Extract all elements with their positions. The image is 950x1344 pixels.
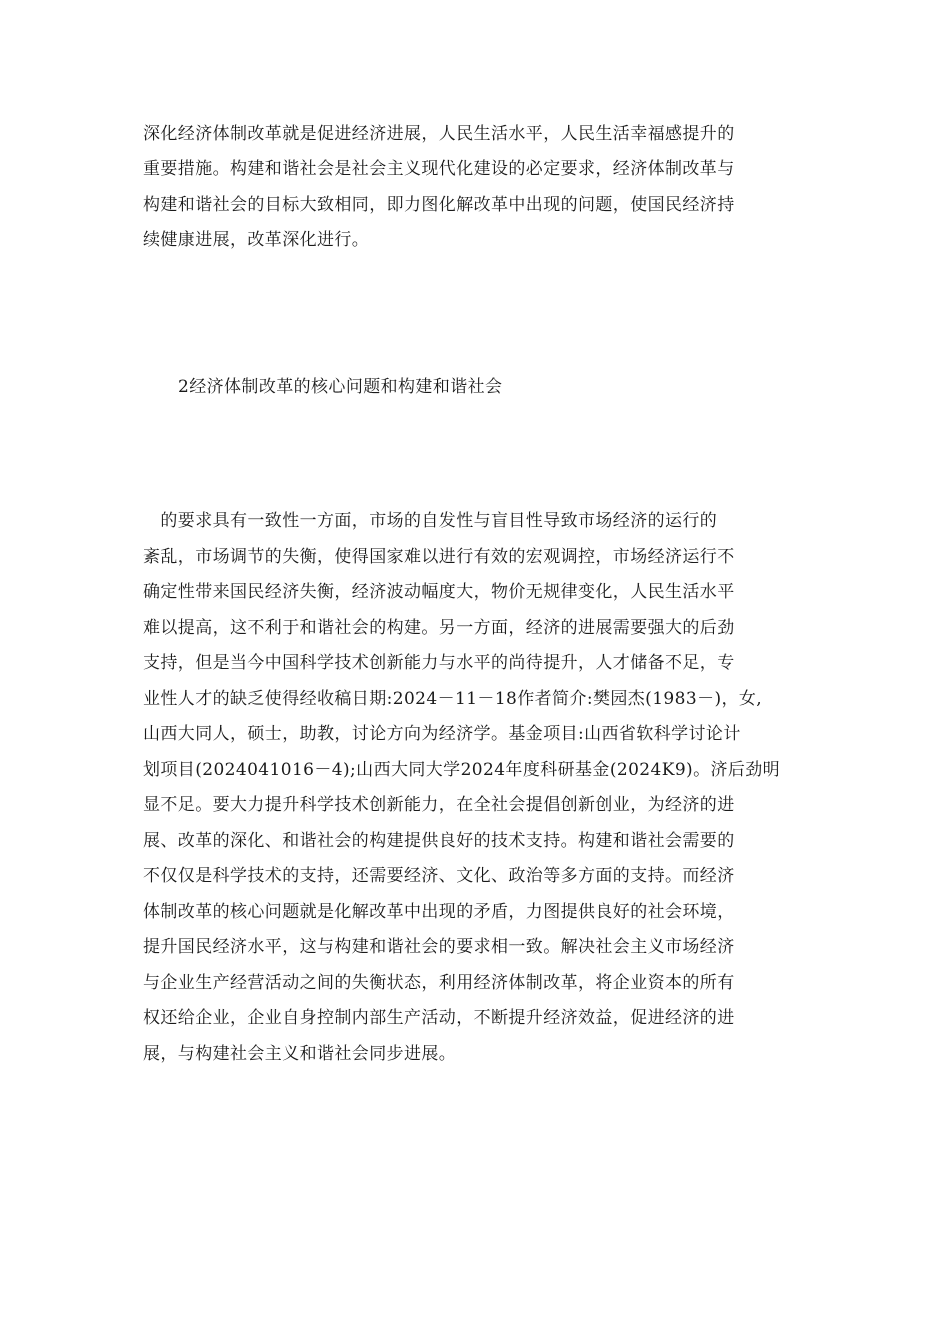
paragraph-line: 显不足。要大力提升科学技术创新能力，在全社会提倡创新创业，为经济的进 bbox=[143, 795, 735, 815]
paragraph-line: 权还给企业，企业自身控制内部生产活动，不断提升经济效益，促进经济的进 bbox=[143, 1008, 735, 1028]
paragraph-line: 支持，但是当今中国科学技术创新能力与水平的尚待提升，人才储备不足，专 bbox=[143, 653, 735, 673]
paragraph-line: 续健康进展，改革深化进行。 bbox=[143, 230, 370, 250]
paragraph-line: 确定性带来国民经济失衡，经济波动幅度大，物价无规律变化，人民生活水平 bbox=[143, 582, 735, 602]
paragraph-line: 展、改革的深化、和谐社会的构建提供良好的技术支持。构建和谐社会需要的 bbox=[143, 831, 735, 851]
paragraph-line: 难以提高，这不利于和谐社会的构建。另一方面，经济的进展需要强大的后劲 bbox=[143, 618, 735, 638]
paragraph-line: 与企业生产经营活动之间的失衡状态，利用经济体制改革，将企业资本的所有 bbox=[143, 973, 735, 993]
paragraph-line: 展，与构建社会主义和谐社会同步进展。 bbox=[143, 1044, 457, 1064]
paragraph-line: 深化经济体制改革就是促进经济进展，人民生活水平，人民生活幸福感提升的 bbox=[143, 124, 735, 144]
paragraph-line: 的要求具有一致性一方面，市场的自发性与盲目性导致市场经济的运行的 bbox=[143, 511, 718, 531]
section-heading: 2经济体制改革的核心问题和构建和谐社会 bbox=[178, 377, 503, 397]
paragraph-line: 重要措施。构建和谐社会是社会主义现代化建设的必定要求，经济体制改革与 bbox=[143, 159, 735, 179]
paragraph-line: 不仅仅是科学技术的支持，还需要经济、文化、政治等多方面的支持。而经济 bbox=[143, 866, 735, 886]
paragraph-line: 体制改革的核心问题就是化解改革中出现的矛盾，力图提供良好的社会环境， bbox=[143, 902, 735, 922]
paragraph-line: 紊乱，市场调节的失衡，使得国家难以进行有效的宏观调控，市场经济运行不 bbox=[143, 547, 735, 567]
paragraph-line: 业性人才的缺乏使得经收稿日期:2024－11－18作者简介:樊园杰(1983－)，女, bbox=[143, 689, 763, 709]
paragraph-line: 划项目(2024041016－4);山西大同大学2024年度科研基金(2024K9)。济后劲明 bbox=[143, 760, 781, 780]
paragraph-line: 构建和谐社会的目标大致相同，即力图化解改革中出现的问题，使国民经济持 bbox=[143, 195, 735, 215]
paragraph-line: 提升国民经济水平，这与构建和谐社会的要求相一致。解决社会主义市场经济 bbox=[143, 937, 735, 957]
paragraph-line: 山西大同人，硕士，助教，讨论方向为经济学。基金项目:山西省软科学讨论计 bbox=[143, 724, 741, 744]
